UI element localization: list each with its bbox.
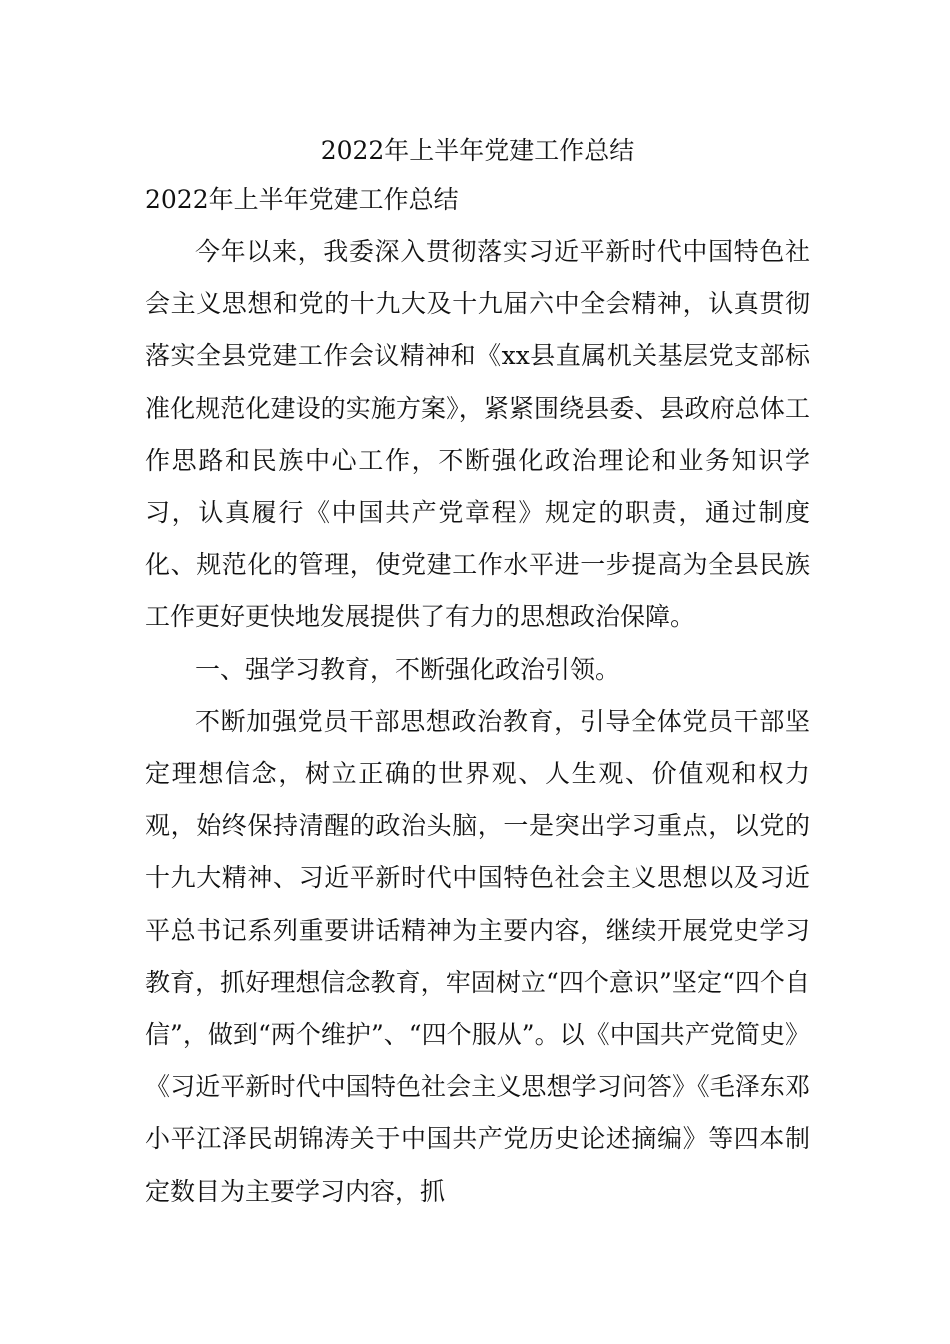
document-subtitle: 2022年上半年党建工作总结 [145,185,459,214]
section-paragraph: 不断加强党员干部思想政治教育，引导全体党员干部坚定理想信念，树立正确的世界观、人生观、价值观和权力观，始终保持清醒的政治头脑，一是突出学习重点，以党的十九大精神、习近平新时代中国特色社会主义思想以及习近平总书记系列重要讲话精神为主要内容，继续开展党史学习教育，抓好理想信念教育，牢固树立“四个意识”坚定“四个自信”，做到“两个维护”、“四个服从”。以《中国共产党简史》《习近平新时代中国特色社会主义思想学习问答》《毛泽东邓小平江泽民胡锦涛关于中国共产党历史论述摘编》等四本制定数目为主要学习内容，抓 [145,706,810,1206]
intro-paragraph: 今年以来，我委深入贯彻落实习近平新时代中国特色社会主义思想和党的十九大及十九届六中全会精神，认真贯彻落实全县党建工作会议精神和《xx县直属机关基层党支部标准化规范化建设的实施方案》，紧紧围绕县委、县政府总体工作思路和民族中心工作，不断强化政治理论和业务知识学习，认真履行《中国共产党章程》规定的职责，通过制度化、规范化的管理，使党建工作水平进一步提高为全县民族工作更好更快地发展提供了有力的思想政治保障。 [145,237,810,632]
document-title: 2022年上半年党建工作总结 [320,136,635,165]
document-body [145,128,810,1218]
section-heading: 一、强学习教育，不断强化政治引领。 [195,654,621,684]
